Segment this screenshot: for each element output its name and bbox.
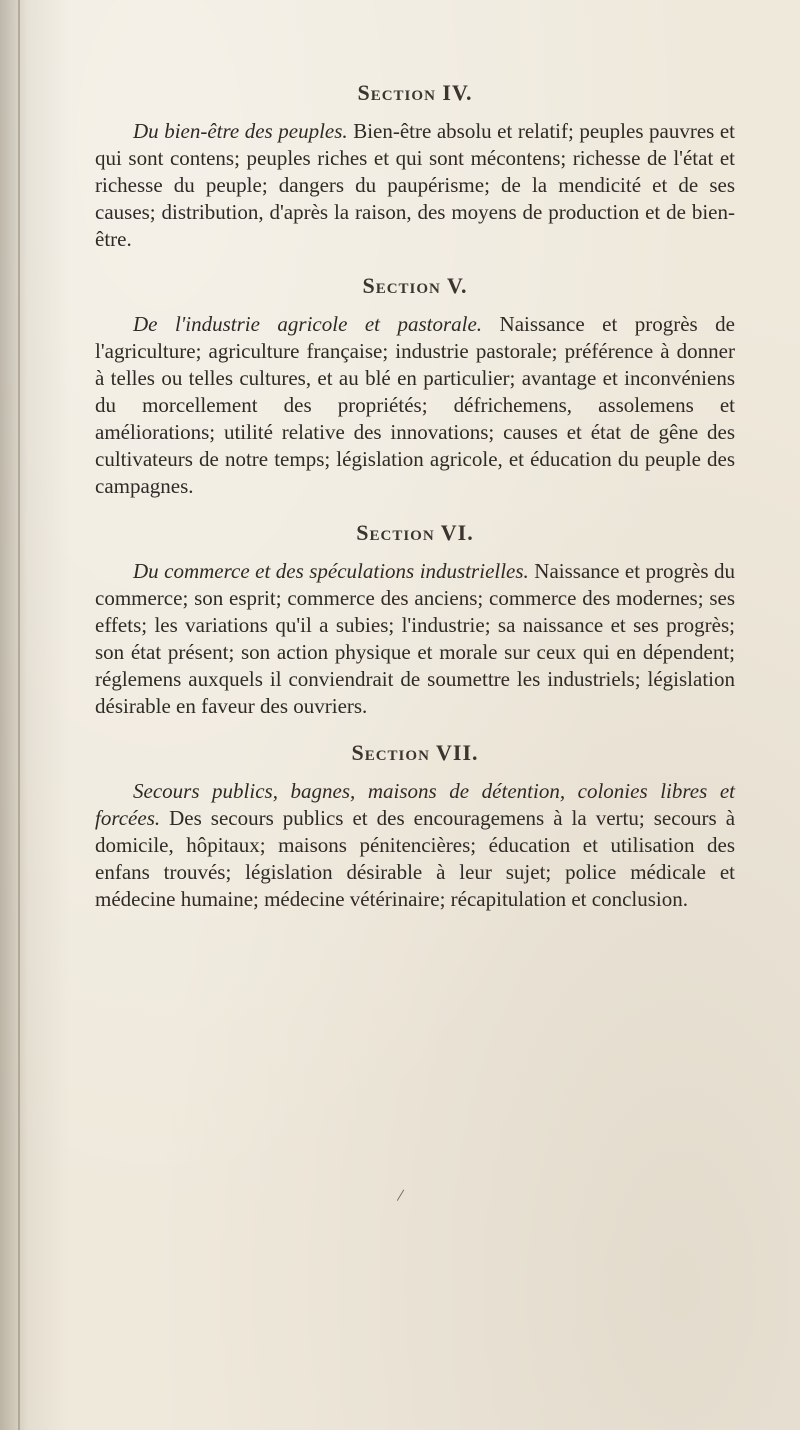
section-vi-lead: Du commerce et des spéculations industrielles. [133,559,529,583]
section-v-body: Naissance et progrès de l'agriculture; agriculture française; industrie pastorale; préférence à donner à telles ou telles cultures, et au blé en particulier; avantage et inconvéniens du morcellement des propriétés; défrichemens, assolemens et améliorations; utilité relative des innovations; causes et état de gêne des cultivateurs de notre temps; législation agricole, et éducation du peuple des campagnes. [95,312,735,498]
page-edge [18,0,20,1430]
section-vii-lead: Secours publics, bagnes, maisons de détention, colonies libres et forcées. [95,779,735,830]
section-vii-title: Section VII. [351,740,479,765]
section-iv-body: Bien-être absolu et relatif; peuples pauvres et qui sont contens; peuples riches et qui sont mécontens; richesse de l'état et richesse du peuple; dangers du paupérisme; de la mendicité et de ses causes; distribution, d'après la raison, des moyens de production et de bien-être. [95,119,736,251]
section-iv-title: Section IV. [357,80,473,105]
section-iv-paragraph [95,118,735,253]
page-content [95,78,735,913]
section-vii-paragraph [95,778,735,913]
section-v-paragraph [95,311,735,500]
section-vi-paragraph [95,558,735,720]
section-v-lead: De l'industrie agricole et pastorale. [133,312,483,336]
section-vii-body: Des secours publics et des encouragemens à la vertu; secours à domicile, hôpitaux; maisons pénitencières; éducation et utilisation des enfans trouvés; législation désirable à leur sujet; police médicale et médecine humaine; médecine vétérinaire; récapitulation et conclusion. [95,806,736,911]
section-vi-title: Section VI. [356,520,474,545]
spine-shadow [0,0,70,1430]
page-mark: / [396,1184,406,1206]
section-iv-lead: Du bien-être des peuples. [133,119,348,143]
section-v-title: Section V. [362,273,468,298]
section-vi-body: Naissance et progrès du commerce; son esprit; commerce des anciens; commerce des modernes; ses effets; les variations qu'il a subies; l'industrie; sa naissance et ses progrès; son état présent; son action physique et morale sur ceux qui en dépendent; réglemens auxquels il conviendrait de soumettre les industriels; législation désirable en faveur des ouvriers. [95,559,735,718]
